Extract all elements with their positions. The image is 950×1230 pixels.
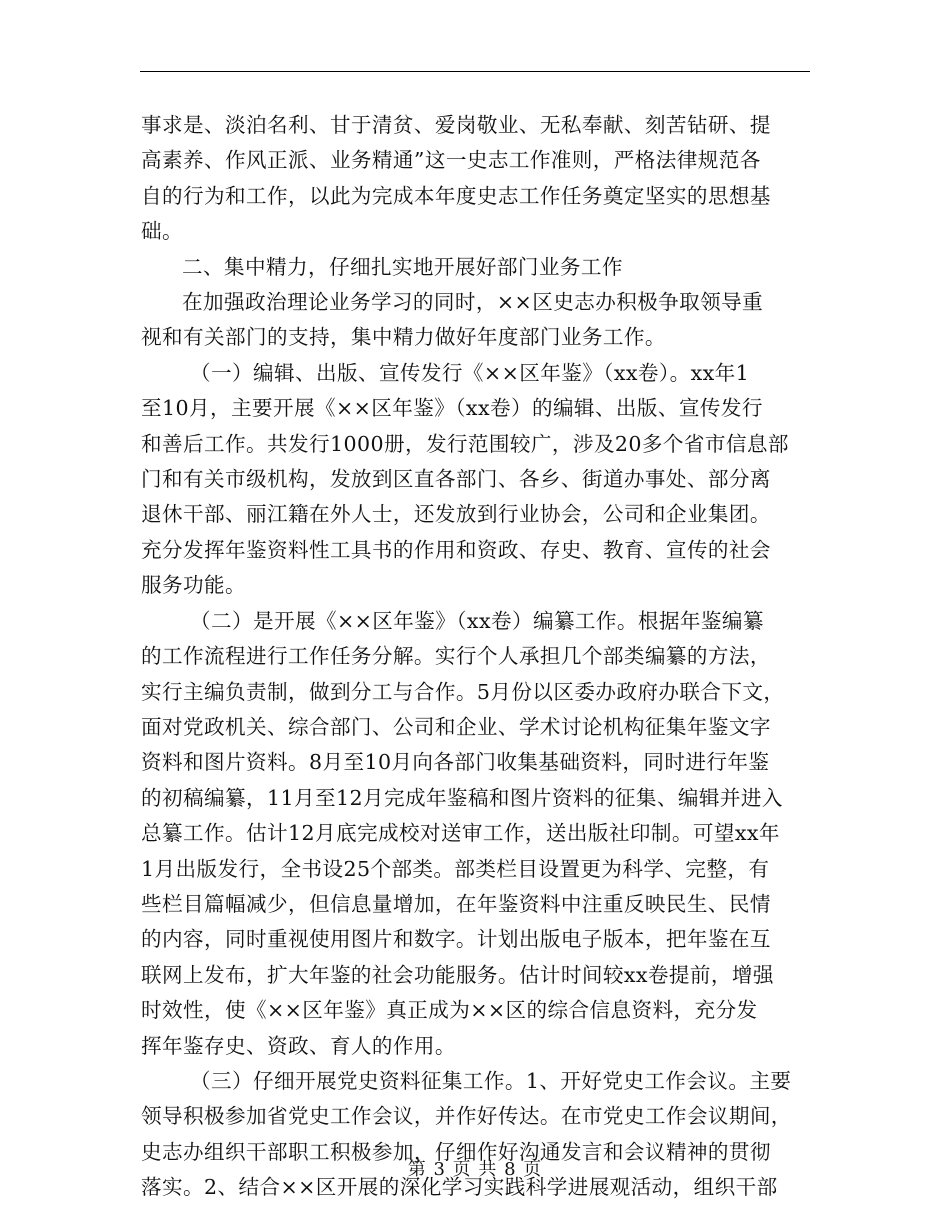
page-footer: 第 3 页 共 8 页 [407, 1159, 543, 1180]
text-line: 1月出版发行，全书设25个部类。部类栏目设置更为科学、完整，有 [141, 856, 770, 881]
text-line: 的初稿编纂，11月至12月完成年鉴稿和图片资料的征集、编辑并进入 [141, 785, 783, 810]
text-line: 自的行为和工作，以此为完成本年度史志工作任务奠定坚实的思想基 [141, 183, 771, 208]
text-line: 服务功能。 [141, 573, 246, 598]
text-line: 资料和图片资料。8月至10月向各部门收集基础资料，同时进行年鉴 [141, 750, 770, 775]
text-line: 总纂工作。估计12月底完成校对送审工作，送出版社印制。可望xx年 [141, 821, 780, 846]
text-line: 退休干部、丽江籍在外人士，还发放到行业协会，公司和企业集团。 [141, 502, 771, 527]
text-line: 些栏目篇幅减少，但信息量增加，在年鉴资料中注重反映民生、民情 [141, 891, 771, 916]
text-line: 门和有关市级机构，发放到区直各部门、各乡、街道办事处、部分离 [141, 467, 771, 492]
text-line: （二）是开展《××区年鉴》（xx卷）编纂工作。根据年鉴编纂 [190, 608, 764, 633]
text-line: 视和有关部门的支持，集中精力做好年度部门业务工作。 [141, 325, 666, 350]
text-line: 时效性，使《××区年鉴》真正成为××区的综合信息资料，充分发 [141, 998, 758, 1023]
text-line: 事求是、淡泊名利、甘于清贫、爱岗敬业、无私奉献、刻苦钻研、提 [141, 113, 771, 137]
text-line: 高素养、作风正派、业务精通”这一史志工作准则，严格法律规范各 [141, 148, 761, 173]
text-line: 至10月，主要开展《××区年鉴》（xx卷）的编辑、出版、宣传发行 [141, 396, 763, 421]
text-line: 的工作流程进行工作任务分解。实行个人承担几个部类编纂的方法， [141, 644, 771, 669]
text-line: 落实。2、结合××区开展的深化学习实践科学进展观活动，组织干部 [141, 1175, 778, 1200]
text-line: 础。 [141, 219, 183, 244]
text-line: 二、集中精力，仔细扎实地开展好部门业务工作 [182, 254, 623, 279]
text-line: 的内容，同时重视使用图片和数字。计划出版电子版本，把年鉴在互 [141, 927, 771, 952]
document-body [141, 108, 821, 1206]
text-line: 在加强政治理论业务学习的同时，××区史志办积极争取领导重 [182, 290, 764, 315]
text-line: 充分发挥年鉴资料性工具书的作用和资政、存史、教育、宣传的社会 [141, 537, 771, 562]
text-line: （三）仔细开展党史资料征集工作。1、开好党史工作会议。主要 [190, 1068, 792, 1093]
text-line: 实行主编负责制，做到分工与合作。5月份以区委办政府办联合下文， [141, 679, 785, 704]
text-line: （一）编辑、出版、宣传发行《××区年鉴》（xx卷）。xx年1 [190, 360, 750, 385]
text-line: 领导积极参加省党史工作会议，并作好传达。在市党史工作会议期间， [141, 1104, 792, 1129]
header-rule [140, 71, 810, 72]
text-line: 挥年鉴存史、资政、育人的作用。 [141, 1033, 456, 1058]
text-line: 联网上发布，扩大年鉴的社会功能服务。估计时间较xx卷提前，增强 [141, 962, 774, 987]
text-line: 史志办组织干部职工积极参加，仔细作好沟通发言和会议精神的贯彻 [141, 1139, 771, 1164]
text-line: 面对党政机关、综合部门、公司和企业、学术讨论机构征集年鉴文字 [141, 714, 771, 739]
text-line: 和善后工作。共发行1000册，发行范围较广，涉及20多个省市信息部 [141, 431, 789, 456]
